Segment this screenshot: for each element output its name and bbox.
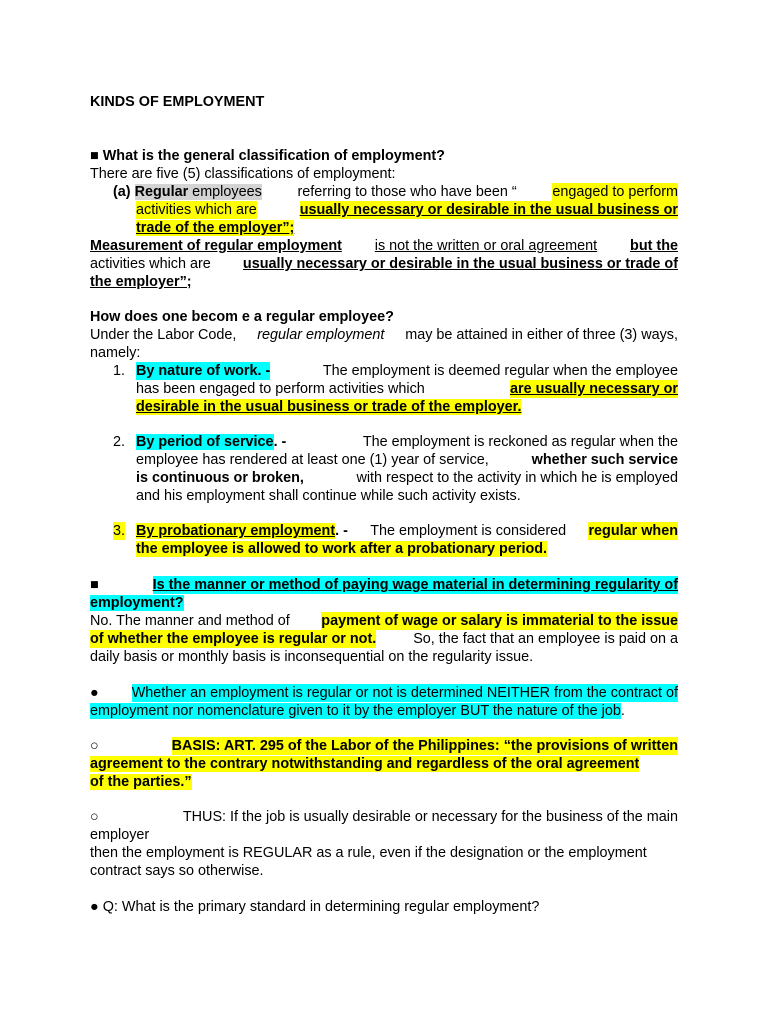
measurement-line-2: activities which are usually necessary or desirable in the usual business or trade of — [90, 256, 678, 272]
note-regular-determination-line-2: employment nor nomenclature given to it by the employer BUT the nature of the job. — [90, 703, 625, 719]
measurement-line-3: the employer”; — [90, 274, 192, 290]
way-nature-of-work-line-2: has been engaged to perform activities which are usually necessary or — [136, 381, 678, 397]
answer-wage-line-1: No. The manner and method of payment of wage or salary is immaterial to the issue — [90, 613, 678, 629]
question-wage-method-line-2: employment? — [90, 595, 184, 611]
square-bullet: ■ — [90, 577, 99, 593]
question-general-classification: ■ What is the general classification of employment? — [90, 148, 445, 164]
way-probationary-line-1: By probationary employment. - The employment is considered regular when — [136, 523, 678, 539]
answer-wage-line-2: of whether the employee is regular or not. So, the fact that an employee is paid on a — [90, 631, 678, 647]
question-wage-method-line-1: ■ Is the manner or method of paying wage material in determining regularity of — [90, 577, 678, 593]
regular-item-line-2: activities which are usually necessary or desirable in the usual business or — [136, 202, 678, 218]
regular-item-line-3: trade of the employer”; — [136, 220, 295, 236]
measurement-line-1: Measurement of regular employment is not the written or oral agreement but the — [90, 238, 678, 254]
thus-line-1: ○ THUS: If the job is usually desirable or necessary for the business of the main — [90, 809, 678, 825]
labor-code-intro-line-2: namely: — [90, 345, 141, 361]
way-period-of-service-line-4: and his employment shall continue while such activity exists. — [136, 488, 521, 504]
regular-item-line-1: (a) Regular employees referring to those who have been “ engaged to perform — [113, 184, 678, 200]
way-nature-of-work-line-3: desirable in the usual business or trade of the employer. — [136, 399, 522, 415]
labor-code-intro-line-1: Under the Labor Code, regular employment may be attained in either of three (3) ways, — [90, 327, 678, 343]
list-number-3: 3. — [113, 523, 126, 539]
way-nature-of-work-line-1: By nature of work. - The employment is deemed regular when the employee — [136, 363, 678, 379]
list-number-1: 1. — [113, 363, 126, 379]
basis-art-295-line-3: of the parties.” — [90, 774, 192, 790]
question-become-regular: How does one becom e a regular employee? — [90, 309, 394, 325]
question-primary-standard: ● Q: What is the primary standard in determining regular employment? — [90, 899, 540, 915]
basis-art-295-line-1: ○ BASIS: ART. 295 of the Labor of the Philippines: “the provisions of written — [90, 738, 678, 754]
thus-line-4: contract says so otherwise. — [90, 863, 264, 879]
way-probationary-line-2: the employee is allowed to work after a probationary period. — [136, 541, 548, 557]
square-bullet: ■ — [90, 148, 99, 164]
circle-bullet: ○ — [90, 738, 99, 754]
way-period-of-service-line-2: employee has rendered at least one (1) year of service, whether such service — [136, 452, 678, 468]
dot-bullet: ● — [90, 685, 99, 701]
document-title: KINDS OF EMPLOYMENT — [90, 94, 265, 110]
thus-line-2: employer — [90, 827, 150, 843]
basis-art-295-line-2: agreement to the contrary notwithstanding and regardless of the oral agreement — [90, 756, 640, 772]
thus-line-3: then the employment is REGULAR as a rule, even if the designation or the employment — [90, 845, 647, 861]
item-label: (a) — [113, 184, 131, 200]
circle-bullet: ○ — [90, 809, 99, 825]
dot-bullet: ● — [90, 899, 99, 915]
answer-wage-line-3: daily basis or monthly basis is inconsequential on the regularity issue. — [90, 649, 534, 665]
way-period-of-service-line-1: By period of service. - The employment is reckoned as regular when the — [136, 434, 678, 450]
answer-five-classifications: There are five (5) classifications of employment: — [90, 166, 396, 182]
note-regular-determination-line-1: ● Whether an employment is regular or not is determined NEITHER from the contract of — [90, 685, 678, 701]
way-period-of-service-line-3: is continuous or broken, with respect to the activity in which he is employed — [136, 470, 678, 486]
list-number-2: 2. — [113, 434, 126, 450]
